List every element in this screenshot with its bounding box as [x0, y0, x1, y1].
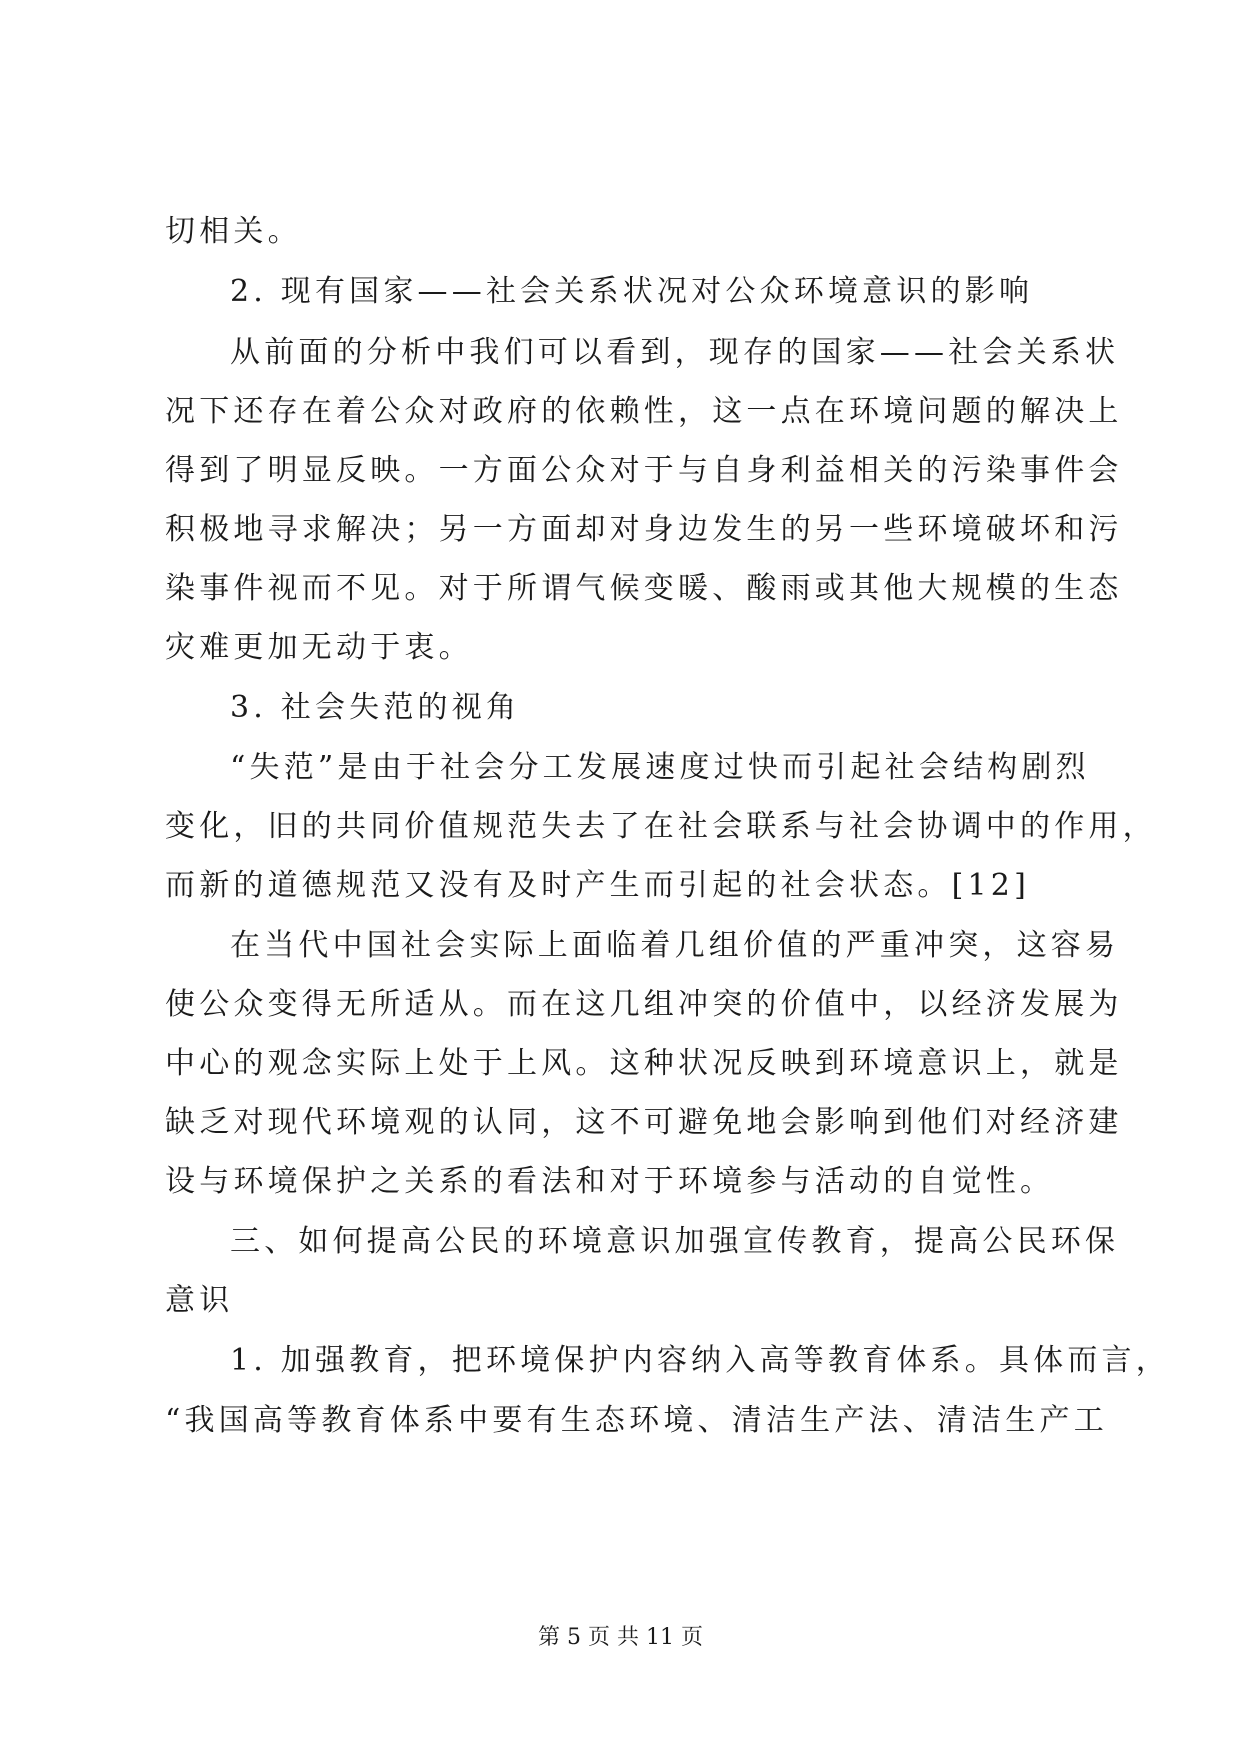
text-line: 从前面的分析中我们可以看到，现存的国家——社会关系状: [230, 335, 1120, 370]
text-line: 缺乏对现代环境观的认同，这不可避免地会影响到他们对经济建: [165, 1105, 1123, 1140]
text-line: 使公众变得无所适从。而在这几组冲突的价值中，以经济发展为: [165, 987, 1123, 1022]
text-line: 染事件视而不见。对于所谓气候变暖、酸雨或其他大规模的生态: [165, 571, 1123, 606]
text-line: 意识: [165, 1283, 234, 1318]
text-line: 切相关。: [165, 214, 302, 249]
section-heading: 2. 现有国家——社会关系状况对公众环境意识的影响: [230, 274, 1034, 309]
text-line: 变化，旧的共同价值规范失去了在社会联系与社会协调中的作用，: [165, 809, 1157, 844]
text-line: “我国高等教育体系中要有生态环境、清洁生产法、清洁生产工: [165, 1403, 1108, 1438]
section-heading: 1. 加强教育，把环境保护内容纳入高等教育体系。具体而言，: [230, 1343, 1170, 1378]
text-line: 而新的道德规范又没有及时产生而引起的社会状态。[12]: [165, 868, 1030, 903]
text-line: 设与环境保护之关系的看法和对于环境参与活动的自觉性。: [165, 1164, 1055, 1199]
page-number: 第 5 页 共 11 页: [538, 1625, 703, 1650]
text-line: 得到了明显反映。一方面公众对于与自身利益相关的污染事件会: [165, 453, 1123, 488]
text-line: 灾难更加无动于衷。: [165, 630, 473, 665]
text-line: 中心的观念实际上处于上风。这种状况反映到环境意识上，就是: [165, 1046, 1123, 1081]
text-line: “失范”是由于社会分工发展速度过快而引起社会结构剧烈: [230, 750, 1090, 785]
text-line: 况下还存在着公众对政府的依赖性，这一点在环境问题的解决上: [165, 394, 1123, 429]
section-heading: 3. 社会失范的视角: [230, 690, 521, 725]
text-line: 积极地寻求解决；另一方面却对身边发生的另一些环境破坏和污: [165, 512, 1123, 547]
text-line: 在当代中国社会实际上面临着几组价值的严重冲突，这容易: [230, 928, 1120, 963]
section-heading: 三、如何提高公民的环境意识加强宣传教育，提高公民环保: [230, 1224, 1120, 1259]
